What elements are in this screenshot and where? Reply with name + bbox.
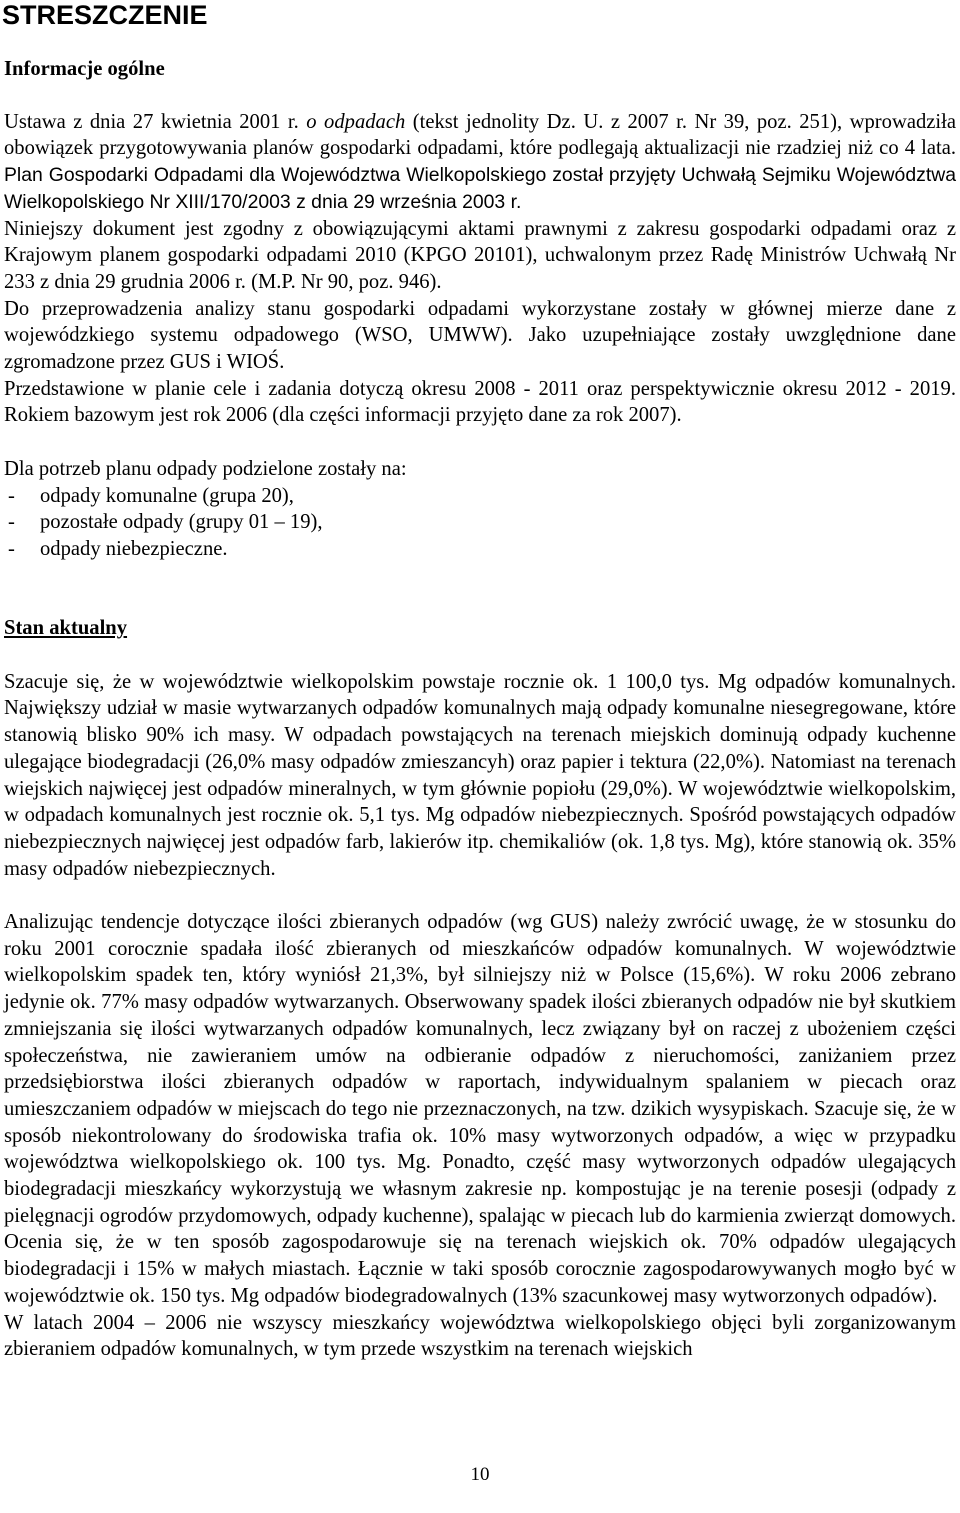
act-title-italic: o odpadach [306,110,406,133]
paragraph-collection-trends: Analizując tendencje dotyczące ilości zbieranych odpadów (wg GUS) należy zwrócić uwagę, że w stosunku do roku 2001 corocznie spadała ilość zbieranych od mieszkańców odpadów komunalnych. W województwie wielkopolskim spadek ten, który wyniósł 21,3%, był silniejszy niż w Polsce (15,6%). W roku 2006 zebrano jedynie ok. 77% masy odpadów wytwarzanych. Obserwowany spadek ilości zbieranych odpadów nie był skutkiem zmniejszania się ilości wytwarzanych odpadów komunalnych, lecz związany był on raczej z ubożeniem części społeczeństwa, nie zawieraniem umów na odbieranie odpadów z nieruchomości, zaniżaniem przez przedsiębiorstwa ilości zbieranych odpadów w raportach, indywidualnym spalaniem w piecach oraz umieszczaniem odpadów w miejscach do tego nie przeznaczonych, na tzw. dzikich wysypiskach. Szacuje się, że w sposób niekontrolowany do środowiska trafia ok. 10% masy wytworzonych odpadów, a więc w przypadku województwa wielkopolskiego ok. 100 tys. Mg. Ponadto, część masy wytworzonych odpadów ulegających biodegradacji mieszkańcy wykorzystują we własnym zakresie np. kompostując je na terenie posesji (odpady z pielęgnacji ogrodów przydomowych, odpady kuchenne), spalając w piecach lub do karmienia zwierząt domowych. Ocenia się, że w ten sposób zagospodarowuje się na terenach wiejskich ok. 70% odpadów ulegających biodegradacji i 15% w małych miastach. Łącznie w taki sposób corocznie zagospodarowywanych mogło być w województwie ok. 150 tys. Mg odpadów biodegradowalnych (13% szacunkowej masy wytworzonych odpadów). [4,911,956,1307]
list-item-text: pozostałe odpady (grupy 01 – 19), [40,511,323,534]
list-item [4,483,956,510]
spacer [4,589,956,615]
waste-division-list [4,483,956,563]
plan-adoption-text: Plan Gospodarki Odpadami dla Województwa Wielkopolskiego został przyjęty Uchwałą Sejmiku Województwa Wielkopolskiego Nr XIII/170/2003 z dnia 29 września 2003 r. [4,164,956,213]
list-item [4,536,956,563]
list-dash: - [8,484,15,507]
spacer [4,563,956,590]
page-number: 10 [470,1464,490,1485]
list-item-text: odpady komunalne (grupa 20), [40,484,294,507]
document-title: STRESZCZENIE [2,0,208,30]
paragraph-data-sources: Do przeprowadzenia analizy stanu gospodarki odpadami wykorzystane zostały w głównej mierze dane z wojewódzkiego systemu odpadowego (WSO, UMWW). Jako uzupełniające zostały uwzględnione dane zgromadzone przez GUS i WIOŚ. [4,297,956,374]
spacer [4,882,956,909]
paragraph-division-intro: Dla potrzeb planu odpady podzielone zostały na: [4,457,407,480]
paragraph-text: Ustawa z dnia 27 kwietnia 2001 r. [4,110,307,133]
paragraph-text: (tekst jednolity Dz. U. z 2007 r. Nr 39, poz. 251), wprowadziła obowiązek przygotowywania planów gospodarki odpadami, które podlegają aktualizacji nie rzadziej niż co 4 lata. [4,110,956,160]
list-item [4,509,956,536]
paragraph-legal-basis [4,109,956,216]
spacer [4,83,956,109]
paragraph-collection-coverage: W latach 2004 – 2006 nie wszyscy mieszkańcy województwa wielkopolskiego objęci byli zorganizowanym zbieraniem odpadów komunalnych, w tym przede wszystkim na terenach wiejskich [4,1311,956,1361]
spacer [4,642,956,669]
paragraph-municipal-waste: Szacuje się, że w województwie wielkopolskim powstaje rocznie ok. 1 100,0 tys. Mg odpadów komunalnych. Największy udział w masie wytwarzanych odpadów komunalnych mają odpady komunalne niesegregowane, które stanowią blisko 90% ich masy. W odpadach powstających na terenach miejskich dominują odpady kuchenne ulegające biodegradacji (26,0% masy odpadów zmieszancyh) oraz papier i tektura (22,0%). Natomiast na terenach wiejskich najwięcej jest odpadów mineralnych, w tym głównie popiołu (29,0%). W województwie wielkopolskim, w odpadach komunalnych jest rocznie ok. 5,1 tys. Mg odpadów niebezpiecznych. Spośród powstających odpadów niebezpiecznych najwięcej jest odpadów farb, lakierów itp. chemikaliów (ok. 1,8 tys. Mg), które stanowią ok. 35% masy odpadów niebezpiecznych. [4,670,956,880]
document-body [4,56,956,1363]
current-status-heading: Stan aktualny [4,617,128,640]
list-item-text: odpady niebezpieczne. [40,537,228,560]
list-dash: - [8,537,15,560]
paragraph-compliance: Niniejszy dokument jest zgodny z obowiązującymi aktami prawnymi z zakresu gospodarki odpadami oraz z Krajowym planem gospodarki odpadami 2010 (KPGO 20101), uchwalonym przez Radę Ministrów Uchwałą Nr 233 z dnia 29 grudnia 2006 r. (M.P. Nr 90, poz. 946). [4,217,956,293]
general-info-heading: Informacje ogólne [4,58,165,80]
spacer [4,429,956,456]
paragraph-plan-period: Przedstawione w planie cele i zadania dotyczą okresu 2008 - 2011 oraz perspektywicznie okresu 2012 - 2019. Rokiem bazowym jest rok 2006 (dla części informacji przyjęto dane za rok 2007). [4,377,956,427]
list-dash: - [8,511,15,534]
